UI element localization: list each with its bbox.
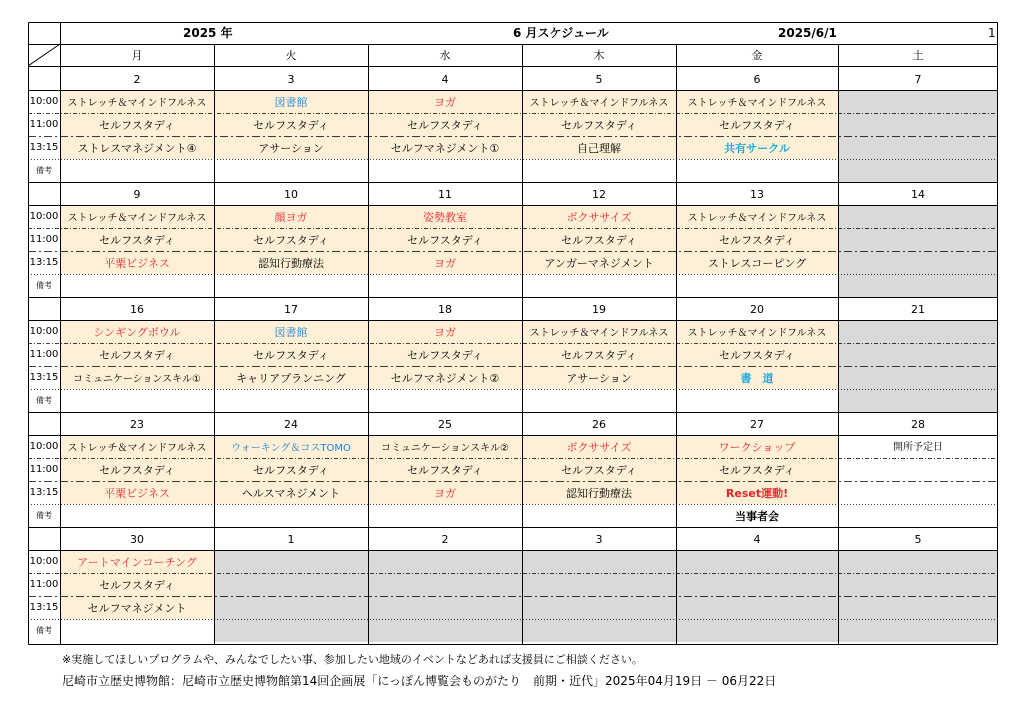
date-cell: 6 [753, 72, 761, 86]
date-cell: 14 [911, 187, 925, 201]
program-cell: セルフスタディ [60, 113, 214, 136]
program-cell: 姿勢教室 [368, 205, 522, 228]
date-cell: 2 [441, 532, 449, 546]
program-cell: ストレッチ＆マインドフルネス [676, 90, 838, 113]
month-title: 6 月スケジュール [513, 26, 609, 40]
program-cell: セルフマネジメント① [368, 136, 522, 159]
time-label: 13:15 [29, 487, 59, 498]
program-cell: 図書館 [214, 320, 368, 343]
program-cell: 自己理解 [522, 136, 676, 159]
program-cell: ウォーキング＆コスTOMO [214, 435, 368, 458]
program-cell: 平栗ビジネス [60, 251, 214, 274]
program-cell: ヨガ [368, 251, 522, 274]
time-label: 備考 [36, 281, 52, 290]
date-cell: 30 [130, 532, 144, 546]
program-cell: ストレッチ＆マインドフルネス [522, 320, 676, 343]
time-label: 10:00 [29, 211, 59, 222]
time-label: 13:15 [29, 142, 59, 153]
weekday-header: 水 [439, 49, 451, 62]
schedule-table [28, 22, 998, 645]
date-cell: 20 [750, 302, 764, 316]
time-label: 11:00 [29, 349, 59, 360]
program-cell: ヘルスマネジメント [214, 481, 368, 504]
date-cell: 4 [441, 72, 449, 86]
program-cell: 書 道 [676, 366, 838, 389]
program-cell: ストレッチ＆マインドフルネス [60, 90, 214, 113]
time-label: 11:00 [29, 579, 59, 590]
program-cell: ストレッチ＆マインドフルネス [522, 90, 676, 113]
program-cell: 共有サークル [676, 136, 838, 159]
date-cell: 26 [592, 417, 606, 431]
program-cell: ストレスマネジメント④ [60, 136, 214, 159]
date-cell: 9 [133, 187, 141, 201]
program-cell: ストレッチ＆マインドフルネス [60, 205, 214, 228]
program-cell: ストレッチ＆マインドフルネス [60, 435, 214, 458]
program-cell: セルフマネジメント [60, 596, 214, 619]
program-cell: 平栗ビジネス [60, 481, 214, 504]
program-cell: シンギングボウル [60, 320, 214, 343]
weekday-header: 金 [751, 49, 763, 62]
date-label: 2025/6/1 [778, 26, 837, 40]
program-cell: Reset運動! [676, 481, 838, 504]
time-label: 13:15 [29, 257, 59, 268]
time-label: 備考 [36, 626, 52, 635]
date-cell: 2 [133, 72, 141, 86]
date-cell: 12 [592, 187, 606, 201]
time-label: 10:00 [29, 556, 59, 567]
date-cell: 17 [284, 302, 298, 316]
program-cell: セルフスタディ [60, 573, 214, 596]
date-cell: 24 [284, 417, 298, 431]
program-cell: アサーション [522, 366, 676, 389]
time-label: 備考 [36, 166, 52, 175]
time-label: 10:00 [29, 441, 59, 452]
date-cell: 23 [130, 417, 144, 431]
program-cell: ストレッチ＆マインドフルネス [676, 205, 838, 228]
date-cell: 16 [130, 302, 144, 316]
program-cell: セルフスタディ [60, 343, 214, 366]
date-cell: 4 [753, 532, 761, 546]
date-cell: 25 [438, 417, 452, 431]
program-cell: セルフスタディ [368, 228, 522, 251]
date-cell: 5 [914, 532, 922, 546]
program-cell: セルフスタディ [522, 458, 676, 481]
program-cell: セルフスタディ [676, 113, 838, 136]
time-label: 13:15 [29, 602, 59, 613]
footer-note: ※実施してほしいプログラムや、みんなでしたい事、参加したい地域のイベントなどあれば支援員にご相談ください。 [62, 653, 643, 666]
footer-event: 尼崎市立歴史博物館：尼崎市立歴史博物館第14回企画展「にっぽん博覧会ものがたり 前期・近代」2025年04月19日 － 06月22日 [62, 674, 777, 688]
program-cell: セルフスタディ [214, 113, 368, 136]
weekday-header: 木 [593, 49, 605, 62]
program-cell: セルフスタディ [522, 343, 676, 366]
program-cell: ストレッチ＆マインドフルネス [676, 320, 838, 343]
date-cell: 11 [438, 187, 452, 201]
program-cell: セルフスタディ [522, 228, 676, 251]
date-cell: 7 [914, 72, 922, 86]
date-cell: 13 [750, 187, 764, 201]
date-cell: 3 [595, 532, 603, 546]
program-cell: セルフスタディ [60, 458, 214, 481]
program-cell: ストレスコーピング [676, 251, 838, 274]
program-cell: セルフマネジメント② [368, 366, 522, 389]
date-cell: 19 [592, 302, 606, 316]
time-label: 11:00 [29, 464, 59, 475]
program-cell: 認知行動療法 [522, 481, 676, 504]
date-cell: 18 [438, 302, 452, 316]
date-cell: 5 [595, 72, 603, 86]
program-cell: ボクササイズ [522, 435, 676, 458]
time-label: 11:00 [29, 234, 59, 245]
program-cell: アートマインコーチング [60, 550, 214, 573]
program-cell: アサーション [214, 136, 368, 159]
program-cell: セルフスタディ [368, 458, 522, 481]
weekday-header: 土 [912, 49, 924, 62]
program-cell: ヨガ [368, 481, 522, 504]
program-cell: セルフスタディ [214, 343, 368, 366]
program-cell: 図書館 [214, 90, 368, 113]
page-number: 1 [988, 26, 996, 40]
program-cell: 開所予定日 [838, 435, 998, 458]
program-cell: セルフスタディ [676, 228, 838, 251]
program-cell: セルフスタディ [522, 113, 676, 136]
time-label: 11:00 [29, 119, 59, 130]
time-label: 10:00 [29, 326, 59, 337]
program-cell: セルフスタディ [676, 343, 838, 366]
date-cell: 27 [750, 417, 764, 431]
program-cell: コミュニケーションスキル② [368, 435, 522, 458]
year-label: 2025 年 [183, 26, 233, 40]
program-cell: セルフスタディ [214, 458, 368, 481]
time-label: 備考 [36, 396, 52, 405]
program-cell: アンガーマネジメント [522, 251, 676, 274]
program-cell: セルフスタディ [676, 458, 838, 481]
program-cell: ワークショップ [676, 435, 838, 458]
weekday-header: 月 [131, 49, 143, 62]
date-cell: 1 [287, 532, 295, 546]
date-cell: 10 [284, 187, 298, 201]
date-cell: 28 [911, 417, 925, 431]
program-cell: 認知行動療法 [214, 251, 368, 274]
program-cell: セルフスタディ [368, 343, 522, 366]
program-cell: コミュニケーションスキル① [60, 366, 214, 389]
program-cell: ヨガ [368, 90, 522, 113]
time-label: 備考 [36, 511, 52, 520]
date-cell: 21 [911, 302, 925, 316]
program-cell: 顔ヨガ [214, 205, 368, 228]
program-cell: セルフスタディ [60, 228, 214, 251]
program-cell: キャリアプランニング [214, 366, 368, 389]
program-cell: ヨガ [368, 320, 522, 343]
grid-line [28, 44, 60, 66]
date-cell: 3 [287, 72, 295, 86]
time-label: 13:15 [29, 372, 59, 383]
program-cell: 当事者会 [676, 504, 838, 527]
time-label: 10:00 [29, 96, 59, 107]
program-cell: ボクササイズ [522, 205, 676, 228]
grid-lines [28, 22, 998, 645]
weekday-header: 火 [285, 49, 297, 62]
program-cell: セルフスタディ [368, 113, 522, 136]
program-cell: セルフスタディ [214, 228, 368, 251]
